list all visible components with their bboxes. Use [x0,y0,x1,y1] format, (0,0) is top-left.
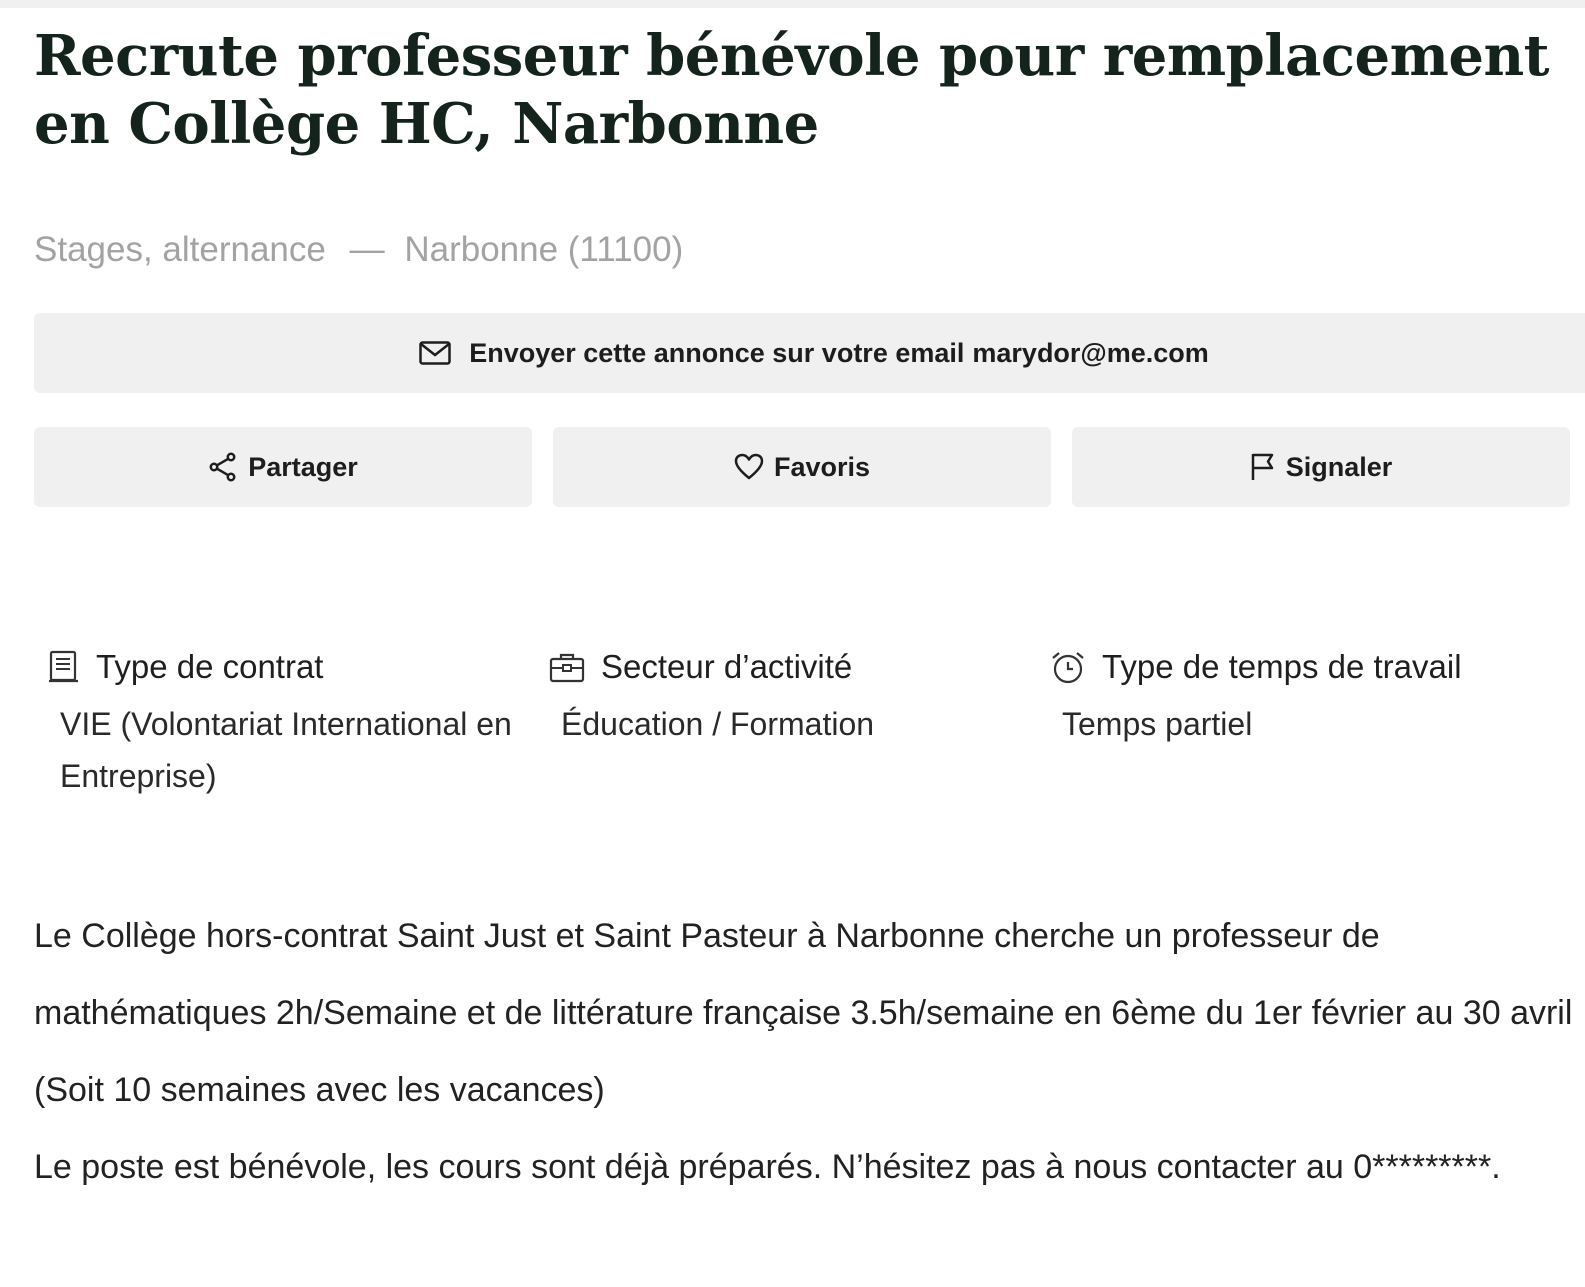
listing-title: Recrute professeur bénévole pour remplacement en Collège HC, Narbonne [34,23,1550,157]
briefcase-icon [549,651,585,683]
report-button[interactable] [1072,427,1570,507]
alarm-clock-icon [1050,650,1086,684]
favorite-label: Favoris [773,451,871,482]
contract-type-value: VIE (Volontariat International en Entreprise) [60,706,512,794]
send-email-button[interactable] [34,313,1585,393]
listing-meta [34,230,683,270]
sector-value: Éducation / Formation [561,706,875,742]
meta-separator: — [349,230,385,269]
description-paragraph: Le Collège hors-contrat Saint Just et Saint Pasteur à Narbonne cherche un professeur de mathématiques 2h/Semaine et de littérature française 3.5h/semaine en 6ème du 1er février au 30 avril (Soit 10 semaines avec les vacances) [34,917,1573,1109]
mail-icon [419,341,451,365]
description-paragraph: Le poste est bénévole, les cours sont déjà préparés. N’hésitez pas à nous contacter au 0*********. [34,1148,1501,1186]
favorite-button[interactable] [553,427,1051,507]
share-button[interactable] [34,427,532,507]
flag-icon [1250,452,1276,482]
send-email-label: Envoyer cette annonce sur votre email [469,337,965,368]
share-icon [208,452,238,482]
listing-category[interactable]: Stages, alternance [34,230,326,269]
contract-icon [48,650,80,684]
work-time-section [1036,648,1576,750]
action-buttons [34,427,1585,507]
contract-type-heading: Type de contrat [96,648,324,685]
heart-icon [734,453,764,481]
work-time-value: Temps partiel [1062,706,1253,742]
listing-location[interactable]: Narbonne (11100) [404,230,684,269]
listing-description [34,898,1574,1206]
work-time-heading: Type de temps de travail [1102,648,1462,685]
contract-type-section [34,648,514,802]
share-label: Partager [248,451,358,482]
sector-section [535,648,1015,750]
top-divider [0,0,1585,8]
sector-heading: Secteur d’activité [601,648,853,685]
email-address: marydor@me.com [972,337,1209,368]
report-label: Signaler [1285,451,1393,482]
